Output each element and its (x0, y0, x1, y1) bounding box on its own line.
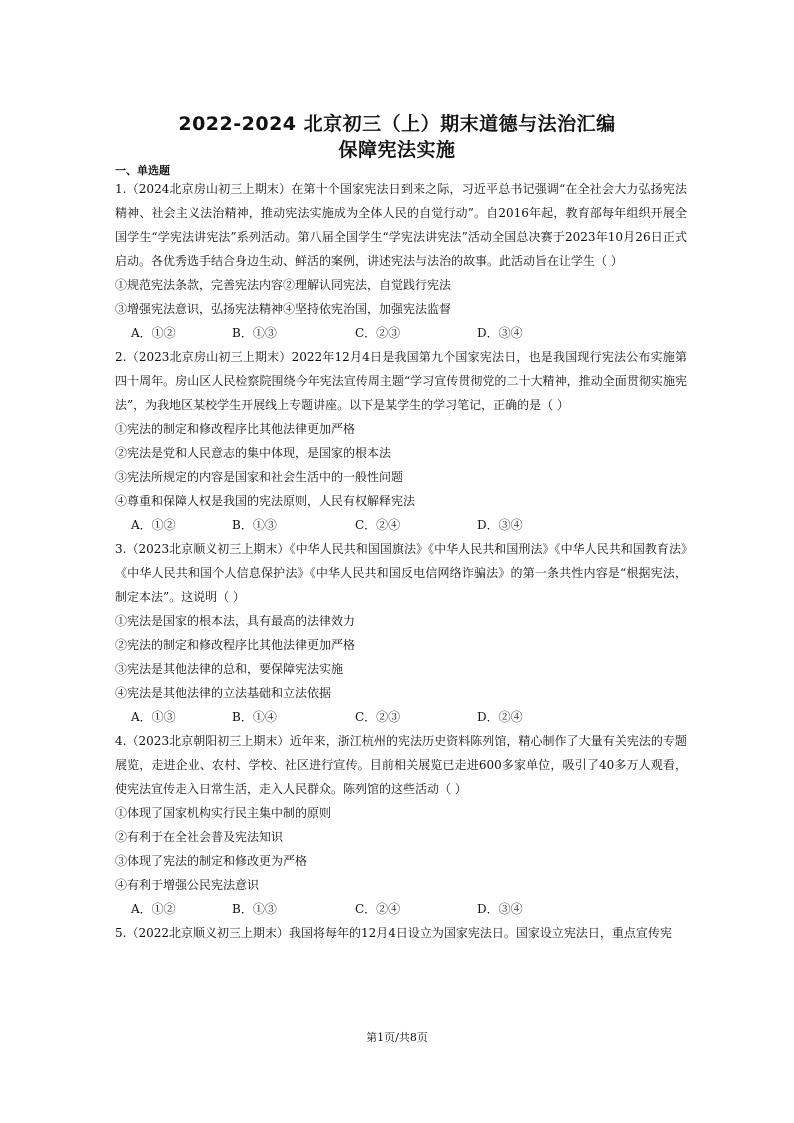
statement-option: ③宪法所规定的内容是国家和社会生活中的一般性问题 (115, 470, 404, 484)
answer-choice: B．①③ (232, 902, 277, 916)
statement-option: ③宪法是其他法律的总和，要保障宪法实施 (115, 662, 344, 676)
answer-choice: B．①④ (232, 710, 277, 724)
question-stem: 3.（2023北京顺义初三上期末）《中华人民共和国国旗法》《中华人民共和国刑法》《中华人民共和国教育法》《中华人民共和国个人信息保护法》《中华人民共和国反电信网络诈骗法》的第一条共性内容是“根据宪法，制定本法”。这说明（ ） (115, 542, 687, 604)
question-2 (115, 345, 687, 537)
statement-option: ③增强宪法意识，弘扬宪法精神④坚持依宪治国，加强宪法监督 (115, 302, 452, 316)
answer-choice: C．②③ (355, 710, 401, 724)
question-stem: 4.（2023北京朝阳初三上期末）近年来，浙江杭州的宪法历史资料陈列馆，精心制作了大量有关宪法的专题展览，走进企业、农村、学校、社区进行宣传。目前相关展览已走进600多家单位，吸引了40多万人观看，使宪法宣传走入日常生活，走入人民群众。陈列馆的这些活动（ ） (115, 734, 687, 796)
question-stem: 2.（2023北京房山初三上期末）2022年12月4日是我国第九个国家宪法日，也是我国现行宪法公布实施第四十周年。房山区人民检察院围绕今年宪法宣传周主题“学习宣传贯彻党的二十大精神，推动全面贯彻实施宪法”，为我地区某校学生开展线上专题讲座。以下是某学生的学习笔记，正确的是（ ） (115, 350, 687, 412)
answer-choice: A．①③ (131, 710, 176, 724)
answer-choices (115, 705, 687, 729)
section-heading: 一、单选题 (115, 164, 170, 177)
page-number: 第1页/共8页 (366, 1031, 428, 1044)
answer-choice: C．②④ (355, 518, 401, 532)
answer-choice: A．①② (131, 902, 176, 916)
question-3 (115, 537, 687, 729)
answer-choice: C．②④ (355, 902, 401, 916)
answer-choices (115, 897, 687, 921)
statement-option: ①规范宪法条款，完善宪法内容②理解认同宪法，自觉践行宪法 (115, 278, 452, 292)
page-subtitle: 保障宪法实施 (338, 139, 456, 161)
answer-choices (115, 513, 687, 537)
statement-option: ④宪法是其他法律的立法基础和立法依据 (115, 686, 332, 700)
statement-option: ②宪法是党和人民意志的集中体现，是国家的根本法 (115, 446, 392, 460)
answer-choice: D．③④ (477, 518, 523, 532)
question-stem: 1.（2024北京房山初三上期末）在第十个国家宪法日到来之际，习近平总书记强调“在全社会大力弘扬宪法精神、社会主义法治精神，推动宪法实施成为全体人民的自觉行动”。自2016年起，教育部每年组织开展全国学生“学宪法讲宪法”系列活动。第八届全国学生“学宪法讲宪法”活动全国总决赛于2023年10月26日正式启动。各优秀选手结合身边生动、鲜活的案例，讲述宪法与法治的故事。此活动旨在让学生（ ） (115, 182, 687, 268)
answer-choice: D．③④ (477, 902, 523, 916)
statement-option: ①体现了国家机构实行民主集中制的原则 (115, 806, 332, 820)
answer-choice: B．①③ (232, 326, 277, 340)
answer-choice: A．①② (131, 326, 176, 340)
answer-choice: B．①③ (232, 518, 277, 532)
question-5 (115, 921, 687, 945)
statement-option: ③体现了宪法的制定和修改更为严格 (115, 854, 308, 868)
statement-option: ①宪法的制定和修改程序比其他法律更加严格 (115, 422, 356, 436)
question-stem: 5.（2022北京顺义初三上期末）我国将每年的12月4日设立为国家宪法日。国家设立宪法日，重点宣传宪 (115, 926, 672, 940)
question-list (115, 177, 687, 945)
statement-option: ②宪法的制定和修改程序比其他法律更加严格 (115, 638, 356, 652)
statement-option: ④尊重和保障人权是我国的宪法原则，人民有权解释宪法 (115, 494, 416, 508)
page-title: 2022-2024 北京初三（上）期末道德与法治汇编 (178, 113, 616, 135)
answer-choice: D．②④ (477, 710, 523, 724)
statement-option: ②有利于在全社会普及宪法知识 (115, 830, 284, 844)
question-4 (115, 729, 687, 921)
statement-option: ④有利于增强公民宪法意识 (115, 878, 260, 892)
question-1 (115, 177, 687, 345)
answer-choice: A．①② (131, 518, 176, 532)
statement-option: ①宪法是国家的根本法，具有最高的法律效力 (115, 614, 356, 628)
answer-choices (115, 321, 687, 345)
answer-choice: C．②③ (355, 326, 401, 340)
answer-choice: D．③④ (477, 326, 523, 340)
